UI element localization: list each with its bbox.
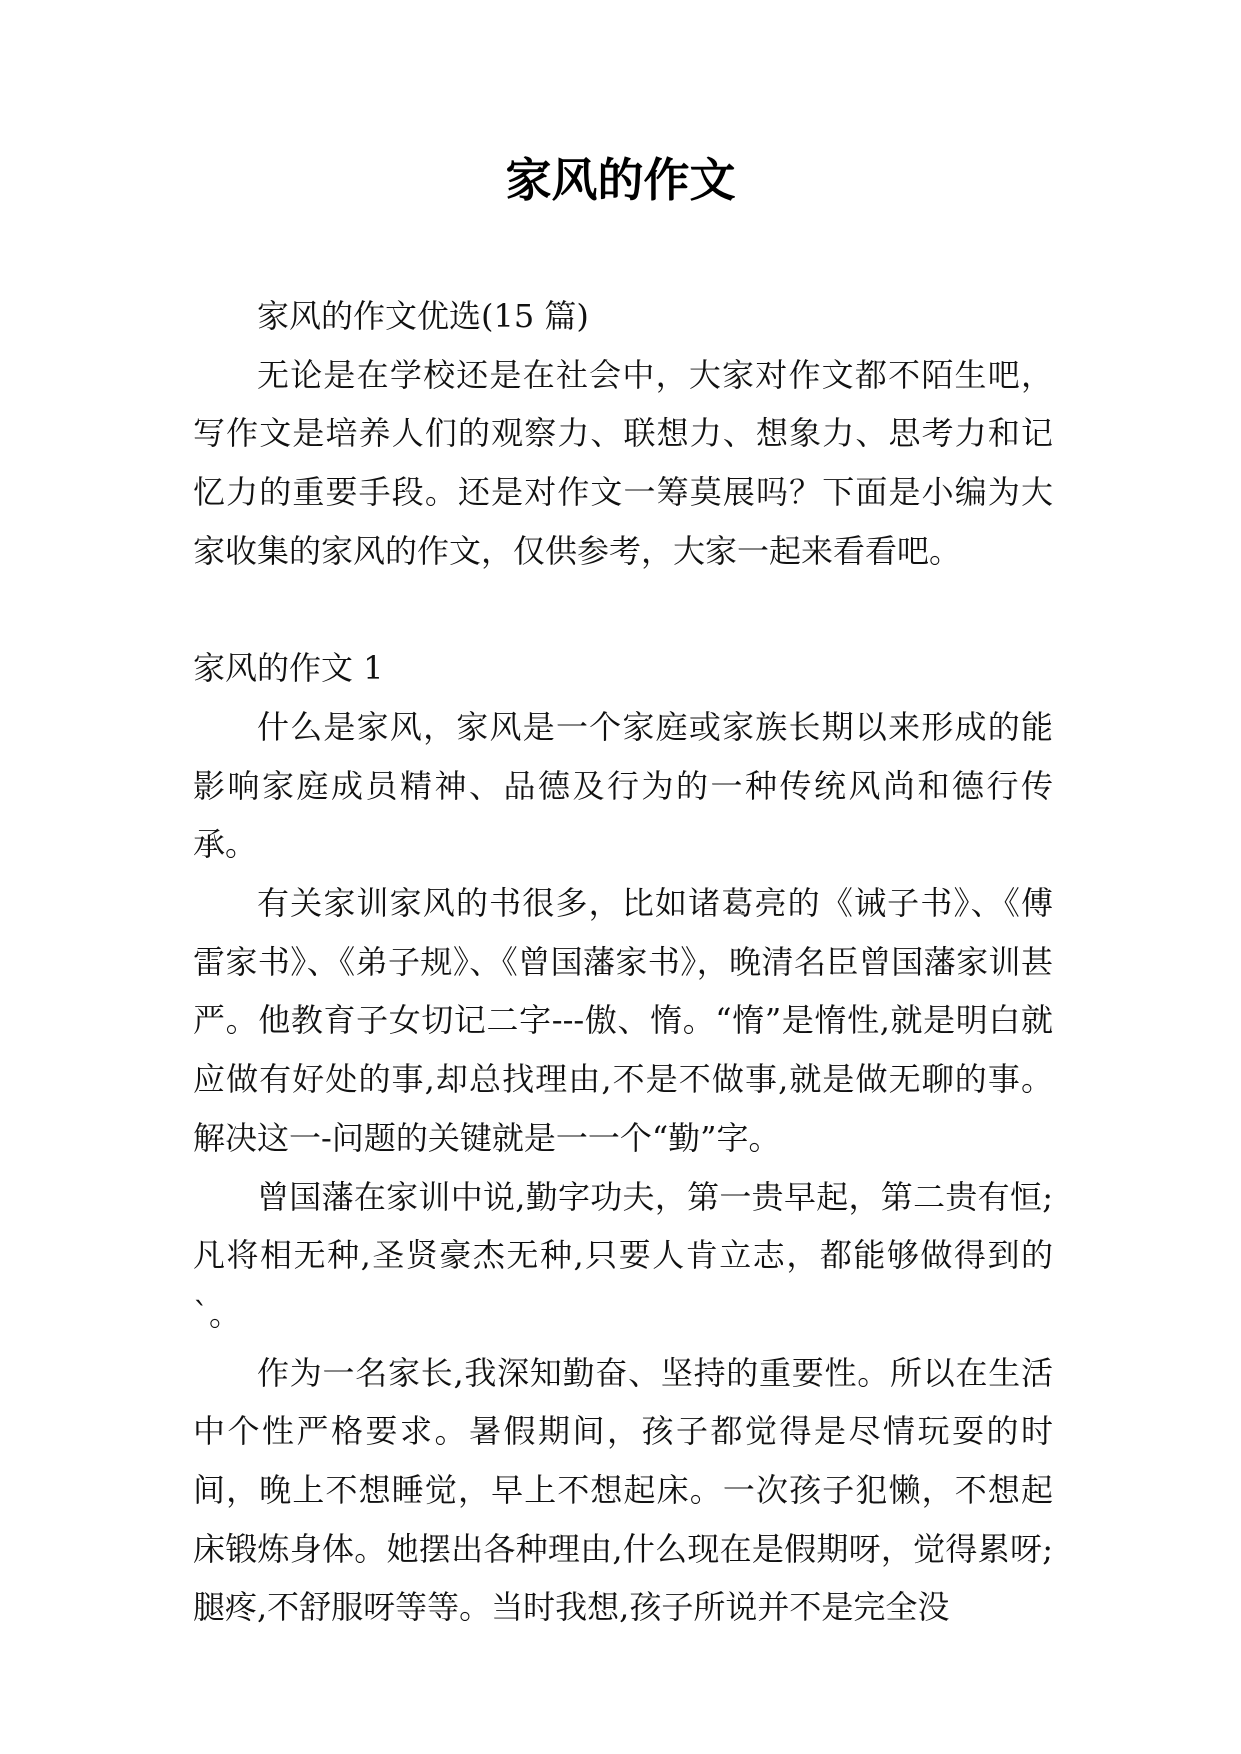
essay-1-paragraph-4: 作为一名家长,我深知勤奋、坚持的重要性。所以在生活中个性严格要求。暑假期间，孩子都觉得是尽情玩耍的时间，晚上不想睡觉，早上不想起床。一次孩子犯懒，不想起床锻炼身体。她摆出各种理由,什么现在是假期呀，觉得累呀;腿疼,不舒服呀等等。当时我想,孩子所说并不是完全没 <box>193 1353 1053 1627</box>
essay-1-paragraph-1: 什么是家风，家风是一个家庭或家族长期以来形成的能影响家庭成员精神、品德及行为的一种传统风尚和德行传承。 <box>193 707 1053 864</box>
essay-heading-1: 家风的作文 1 <box>193 649 384 688</box>
essay-1-paragraph-3: 曾国藩在家训中说,勤字功夫，第一贵早起，第二贵有恒;凡将相无种,圣贤豪杰无种,只要人肯立志，都能够做得到的`。 <box>193 1177 1053 1333</box>
document-title: 家风的作文 <box>505 153 736 207</box>
essay-1-paragraph-2: 有关家训家风的书很多，比如诸葛亮的《诫子书》、《傅雷家书》、《弟子规》、《曾国藩家书》，晚清名臣曾国藩家训甚严。他教育子女切记二字---傲、惰。“惰”是惰性,就是明白就应做有好处的事,却总找理由,不是不做事,就是做无聊的事。解决这一-问题的关键就是一一个“勤”字。 <box>193 884 1053 1157</box>
document-body <box>193 287 1053 1637</box>
intro-subtitle: 家风的作文优选(15 篇) <box>257 297 589 335</box>
intro-paragraph: 无论是在学校还是在社会中，大家对作文都不陌生吧，写作文是培养人们的观察力、联想力、想象力、思考力和记忆力的重要手段。还是对作文一筹莫展吗？下面是小编为大家收集的家风的作文，仅供参考，大家一起来看看吧。 <box>193 355 1053 570</box>
